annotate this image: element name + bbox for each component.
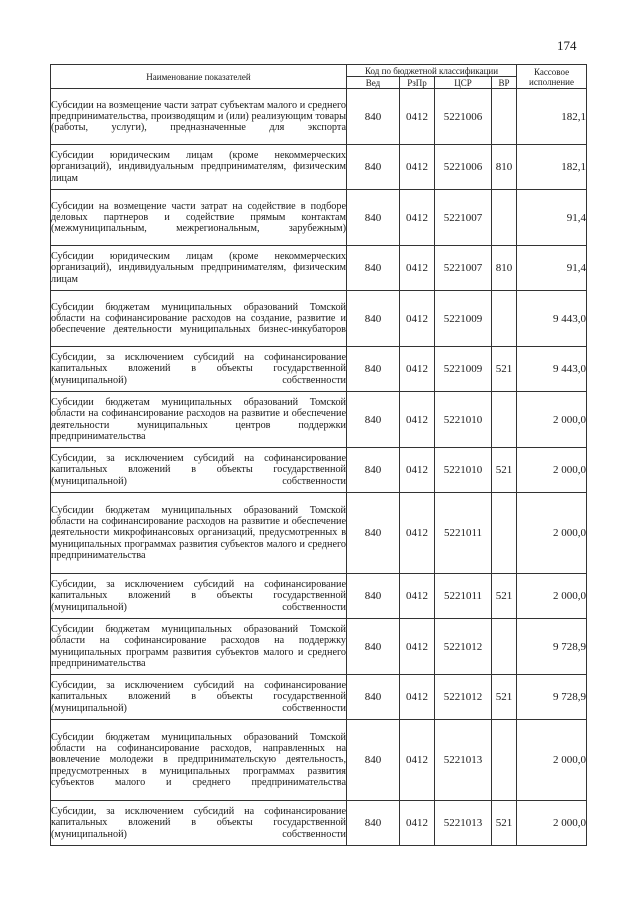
table-row bbox=[51, 89, 587, 145]
row-vr bbox=[492, 720, 517, 801]
row-rzpr: 0412 bbox=[400, 246, 435, 291]
row-amount: 182,1 bbox=[517, 145, 587, 190]
row-name: Субсидии, за исключением субсидий на софинансирование капитальных вложений в объекты государственной (муниципальной) собственности bbox=[51, 347, 347, 392]
row-name: Субсидии, за исключением субсидий на софинансирование капитальных вложений в объекты государственной (муниципальной) собственности bbox=[51, 574, 347, 619]
row-ved: 840 bbox=[347, 190, 400, 246]
row-csr: 5221010 bbox=[435, 448, 492, 493]
row-name: Субсидии, за исключением субсидий на софинансирование капитальных вложений в объекты государственной (муниципальной) собственности bbox=[51, 448, 347, 493]
table-row bbox=[51, 190, 587, 246]
row-vr bbox=[492, 392, 517, 448]
row-vr: 810 bbox=[492, 246, 517, 291]
row-name: Субсидии, за исключением субсидий на софинансирование капитальных вложений в объекты государственной (муниципальной) собственности bbox=[51, 675, 347, 720]
header-executed-line1: Кассовое bbox=[533, 66, 570, 77]
row-vr: 521 bbox=[492, 675, 517, 720]
header-executed-line2: исполнение bbox=[529, 76, 574, 87]
row-rzpr: 0412 bbox=[400, 347, 435, 392]
row-rzpr: 0412 bbox=[400, 190, 435, 246]
row-ved: 840 bbox=[347, 246, 400, 291]
table-row bbox=[51, 801, 587, 846]
row-amount: 2 000,0 bbox=[517, 448, 587, 493]
row-amount: 2 000,0 bbox=[517, 801, 587, 846]
row-vr: 521 bbox=[492, 574, 517, 619]
row-ved: 840 bbox=[347, 291, 400, 347]
header-executed bbox=[517, 65, 587, 89]
row-csr: 5221013 bbox=[435, 801, 492, 846]
table-row bbox=[51, 392, 587, 448]
row-csr: 5221012 bbox=[435, 619, 492, 675]
row-vr bbox=[492, 493, 517, 574]
table-row bbox=[51, 246, 587, 291]
row-csr: 5221009 bbox=[435, 347, 492, 392]
header-csr: ЦСР bbox=[435, 77, 492, 89]
row-csr: 5221012 bbox=[435, 675, 492, 720]
row-amount: 2 000,0 bbox=[517, 493, 587, 574]
table-body bbox=[51, 89, 587, 846]
row-csr: 5221011 bbox=[435, 574, 492, 619]
table-row bbox=[51, 720, 587, 801]
row-name: Субсидии бюджетам муниципальных образований Томской области на софинансирование расходов на создание, развитие и обеспечение деятельности муниципальных бизнес-инкубаторов bbox=[51, 291, 347, 347]
row-csr: 5221013 bbox=[435, 720, 492, 801]
row-name: Субсидии бюджетам муниципальных образований Томской области на софинансирование расходов, направленных на вовлечение молодежи в предпринимательскую деятельность, предусмотренных в муниципальных программах развития субъектов малого и среднего предпринимательства bbox=[51, 720, 347, 801]
row-amount: 9 443,0 bbox=[517, 347, 587, 392]
header-classification-group: Код по бюджетной классификации bbox=[347, 65, 517, 77]
row-vr: 521 bbox=[492, 347, 517, 392]
row-vr bbox=[492, 89, 517, 145]
table-row bbox=[51, 291, 587, 347]
row-name: Субсидии бюджетам муниципальных образований Томской области на софинансирование расходов на развитие и обеспечение деятельности микрофинансовых организаций, предусмотренных в муниципальных программах развития субъектов малого и среднего предпринимательства bbox=[51, 493, 347, 574]
row-amount: 182,1 bbox=[517, 89, 587, 145]
row-name: Субсидии юридическим лицам (кроме некоммерческих организаций), индивидуальным предпринимателям, физическим лицам bbox=[51, 145, 347, 190]
row-rzpr: 0412 bbox=[400, 448, 435, 493]
table-header bbox=[51, 65, 587, 89]
table-row bbox=[51, 493, 587, 574]
row-name: Субсидии на возмещение части затрат на содействие в подборе деловых партнеров и содействие прямым контактам (межмуниципальным, межрегиональным, зарубежным) bbox=[51, 190, 347, 246]
row-ved: 840 bbox=[347, 675, 400, 720]
row-ved: 840 bbox=[347, 347, 400, 392]
row-csr: 5221007 bbox=[435, 246, 492, 291]
header-rzpr: РзПр bbox=[400, 77, 435, 89]
table-row bbox=[51, 619, 587, 675]
row-name: Субсидии юридическим лицам (кроме некоммерческих организаций), индивидуальным предпринимателям, физическим лицам bbox=[51, 246, 347, 291]
row-csr: 5221006 bbox=[435, 89, 492, 145]
row-rzpr: 0412 bbox=[400, 574, 435, 619]
row-rzpr: 0412 bbox=[400, 89, 435, 145]
row-ved: 840 bbox=[347, 89, 400, 145]
row-amount: 9 443,0 bbox=[517, 291, 587, 347]
table-row bbox=[51, 448, 587, 493]
row-rzpr: 0412 bbox=[400, 291, 435, 347]
row-amount: 91,4 bbox=[517, 246, 587, 291]
table-row bbox=[51, 675, 587, 720]
row-vr bbox=[492, 190, 517, 246]
table-row bbox=[51, 574, 587, 619]
row-vr bbox=[492, 291, 517, 347]
row-csr: 5221006 bbox=[435, 145, 492, 190]
row-ved: 840 bbox=[347, 574, 400, 619]
row-vr: 521 bbox=[492, 801, 517, 846]
row-rzpr: 0412 bbox=[400, 675, 435, 720]
row-rzpr: 0412 bbox=[400, 493, 435, 574]
row-vr: 810 bbox=[492, 145, 517, 190]
row-rzpr: 0412 bbox=[400, 801, 435, 846]
row-amount: 91,4 bbox=[517, 190, 587, 246]
row-csr: 5221009 bbox=[435, 291, 492, 347]
row-amount: 2 000,0 bbox=[517, 720, 587, 801]
row-ved: 840 bbox=[347, 448, 400, 493]
row-vr bbox=[492, 619, 517, 675]
row-name: Субсидии на возмещение части затрат субъектам малого и среднего предпринимательства, производящим и (или) реализующим товары (работы, услуги), предназначенные для экспорта bbox=[51, 89, 347, 145]
row-name: Субсидии, за исключением субсидий на софинансирование капитальных вложений в объекты государственной (муниципальной) собственности bbox=[51, 801, 347, 846]
row-csr: 5221007 bbox=[435, 190, 492, 246]
row-rzpr: 0412 bbox=[400, 392, 435, 448]
row-amount: 9 728,9 bbox=[517, 675, 587, 720]
row-rzpr: 0412 bbox=[400, 720, 435, 801]
row-vr: 521 bbox=[492, 448, 517, 493]
row-rzpr: 0412 bbox=[400, 145, 435, 190]
row-name: Субсидии бюджетам муниципальных образований Томской области на софинансирование расходов на развитие и обеспечение деятельности муниципальных центров поддержки предпринимательства bbox=[51, 392, 347, 448]
row-amount: 2 000,0 bbox=[517, 574, 587, 619]
row-ved: 840 bbox=[347, 619, 400, 675]
row-name: Субсидии бюджетам муниципальных образований Томской области на софинансирование расходов на поддержку муниципальных программ развития субъектов малого и среднего предпринимательства bbox=[51, 619, 347, 675]
table-row bbox=[51, 347, 587, 392]
row-ved: 840 bbox=[347, 801, 400, 846]
row-csr: 5221010 bbox=[435, 392, 492, 448]
row-amount: 2 000,0 bbox=[517, 392, 587, 448]
table-row bbox=[51, 145, 587, 190]
page-number: 174 bbox=[557, 38, 577, 53]
row-ved: 840 bbox=[347, 392, 400, 448]
row-ved: 840 bbox=[347, 720, 400, 801]
header-vr: ВР bbox=[492, 77, 517, 89]
row-ved: 840 bbox=[347, 493, 400, 574]
budget-table bbox=[50, 64, 587, 846]
row-ved: 840 bbox=[347, 145, 400, 190]
row-rzpr: 0412 bbox=[400, 619, 435, 675]
header-ved: Вед bbox=[347, 77, 400, 89]
row-csr: 5221011 bbox=[435, 493, 492, 574]
header-name: Наименование показателей bbox=[51, 65, 347, 89]
row-amount: 9 728,9 bbox=[517, 619, 587, 675]
